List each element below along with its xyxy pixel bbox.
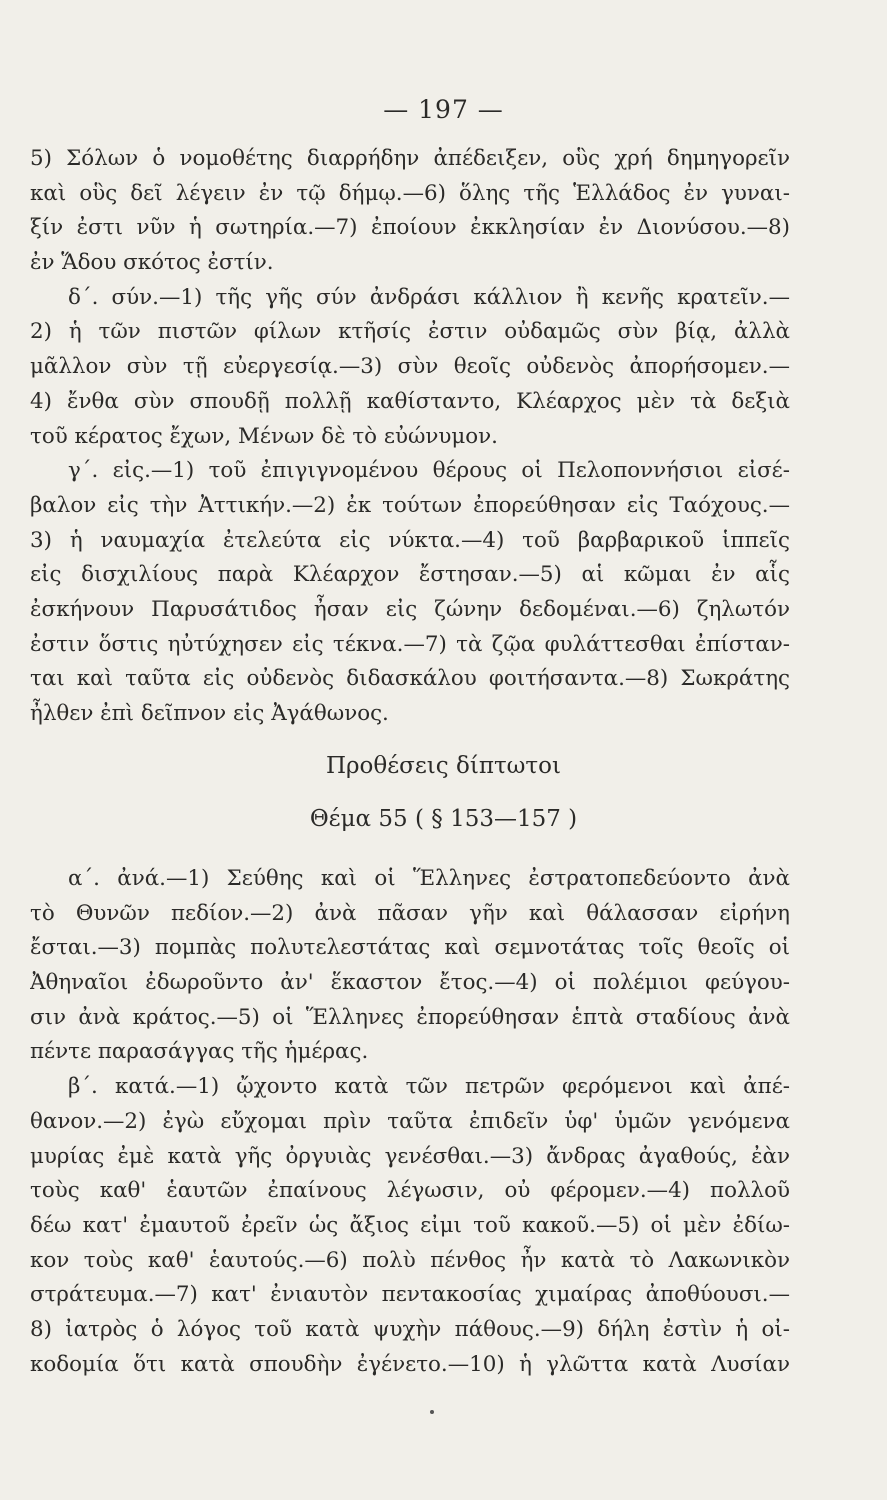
text-line: β΄. κατά.—1) ᾤχοντο κατὰ τῶν πετρῶν φερόμενοι καὶ ἀπέ- — [68, 1074, 790, 1100]
text-line: ξίν ἐστι νῦν ἡ σωτηρία.—7) ἐποίουν ἐκκλησίαν ἐν Διονύσου.—8) — [30, 215, 790, 241]
text-line: τοὺς καθ' ἑαυτῶν ἐπαίνους λέγωσιν, οὐ φέρομεν.—4) πολλοῦ — [30, 1178, 790, 1204]
text-line: ἐσκήνουν Παρυσάτιδος ἦσαν εἰς ζώνην δεδομέναι.—6) ζηλωτόν — [30, 596, 790, 622]
text-line: 8) ἰατρὸς ὁ λόγος τοῦ κατὰ ψυχὴν πάθους.—9) δήλη ἐστὶν ἡ οἰ- — [30, 1316, 790, 1342]
text-line: μᾶλλον σὺν τῇ εὐεργεσίᾳ.—3) σὺν θεοῖς οὐδενὸς ἀπορήσομεν.— — [30, 354, 790, 380]
text-line: δ΄. σύν.—1) τῆς γῆς σύν ἀνδράσι κάλλιον ἢ κενῆς κρατεῖν.— — [68, 284, 790, 310]
text-line: θανον.—2) ἐγὼ εὔχομαι πρὶν ταῦτα ἐπιδεῖν ὑφ' ὑμῶν γενόμενα — [30, 1108, 790, 1134]
text-line: ἦλθεν ἐπὶ δεῖπνον εἰς Ἀγάθωνος. — [30, 701, 389, 726]
text-line: ἐστιν ὅστις ηὐτύχησεν εἰς τέκνα.—7) τὰ ζῷα φυλάττεσθαι ἐπίσταν- — [30, 631, 790, 657]
text-line: 4) ἔνθα σὺν σπουδῇ πολλῇ καθίσταντο, Κλέαρχος μὲν τὰ δεξιὰ — [30, 388, 790, 414]
text-line: κοδομία ὅτι κατὰ σπουδὴν ἐγένετο.—10) ἡ γλῶττα κατὰ Λυσίαν — [30, 1351, 790, 1377]
text-line: βαλον εἰς τὴν Ἀττικήν.—2) ἐκ τούτων ἐπορεύθησαν εἰς Ταόχους.— — [30, 492, 790, 518]
text-line: ἔσται.—3) πομπὰς πολυτελεστάτας καὶ σεμνοτάτας τοῖς θεοῖς οἱ — [30, 935, 790, 961]
text-line: τὸ Θυνῶν πεδίον.—2) ἀνὰ πᾶσαν γῆν καὶ θάλασσαν εἰρήνη — [30, 900, 790, 926]
exercise-block-1 — [30, 142, 790, 732]
text-line: κον τοὺς καθ' ἑαυτούς.—6) πολὺ πένθος ἦν κατὰ τὸ Λακωνικὸν — [30, 1247, 790, 1273]
text-line: 2) ἡ τῶν πιστῶν φίλων κτῆσίς ἐστιν οὐδαμῶς σὺν βίᾳ, ἀλλὰ — [30, 319, 790, 345]
text-line: Ἀθηναῖοι ἐδωροῦντο ἀν' ἕκαστον ἔτος.—4) οἱ πολέμιοι φεύγου- — [30, 970, 790, 996]
text-line: εἰς δισχιλίους παρὰ Κλέαρχον ἔστησαν.—5) αἱ κῶμαι ἐν αἷς — [30, 562, 790, 588]
text-line: 5) Σόλων ὁ νομοθέτης διαρρήδην ἀπέδειξεν, οὓς χρή δημηγορεῖν — [30, 146, 790, 171]
text-line: α΄. ἀνά.—1) Σεύθης καὶ οἱ Ἕλληνες ἐστρατοπεδεύοντο ἀνὰ — [68, 866, 790, 891]
text-line: δέω κατ' ἐμαυτοῦ ἐρεῖν ὡς ἄξιος εἰμι τοῦ κακοῦ.—5) οἱ μὲν ἐδίω- — [30, 1212, 790, 1238]
section-heading: Προθέσεις δίπτωτοι — [325, 753, 562, 779]
theme-heading: Θέμα 55 ( § 153—157 ) — [309, 806, 578, 832]
text-line: μυρίας ἐμὲ κατὰ γῆς ὀργυιὰς γενέσθαι.—3) ἄνδρας ἀγαθούς, ἐὰν — [30, 1143, 790, 1169]
text-line: ἐν Ἅδου σκότος ἐστίν. — [30, 250, 274, 276]
text-line: 3) ἡ ναυμαχία ἐτελεύτα εἰς νύκτα.—4) τοῦ βαρβαρικοῦ ἱππεῖς — [30, 527, 790, 553]
text-line: σιν ἀνὰ κράτος.—5) οἱ Ἕλληνες ἐπορεύθησαν ἑπτὰ σταδίους ἀνὰ — [30, 1004, 790, 1030]
text-line: πέντε παρασάγγας τῆς ἡμέρας. — [30, 1039, 369, 1065]
text-line: καὶ οὓς δεῖ λέγειν ἐν τῷ δήμῳ.—6) ὅλης τῆς Ἑλλάδος ἐν γυναι- — [30, 180, 790, 206]
text-line: γ΄. εἰς.—1) τοῦ ἐπιγιγνομένου θέρους οἱ Πελοποννήσιοι εἰσέ- — [68, 458, 790, 484]
text-line: στράτευμα.—7) κατ' ἐνιαυτὸν πεντακοσίας χιμαίρας ἀποθύουσι.— — [30, 1282, 790, 1308]
ink-dot — [430, 1410, 434, 1414]
text-line: τοῦ κέρατος ἔχων, Μένων δὲ τὸ εὐώνυμον. — [30, 423, 498, 449]
page-number: — 197 — — [383, 95, 504, 124]
text-line: ται καὶ ταῦτα εἰς οὐδενὸς διδασκάλου φοιτήσαντα.—8) Σωκράτης — [30, 666, 790, 692]
exercise-block-2 — [30, 862, 790, 1382]
